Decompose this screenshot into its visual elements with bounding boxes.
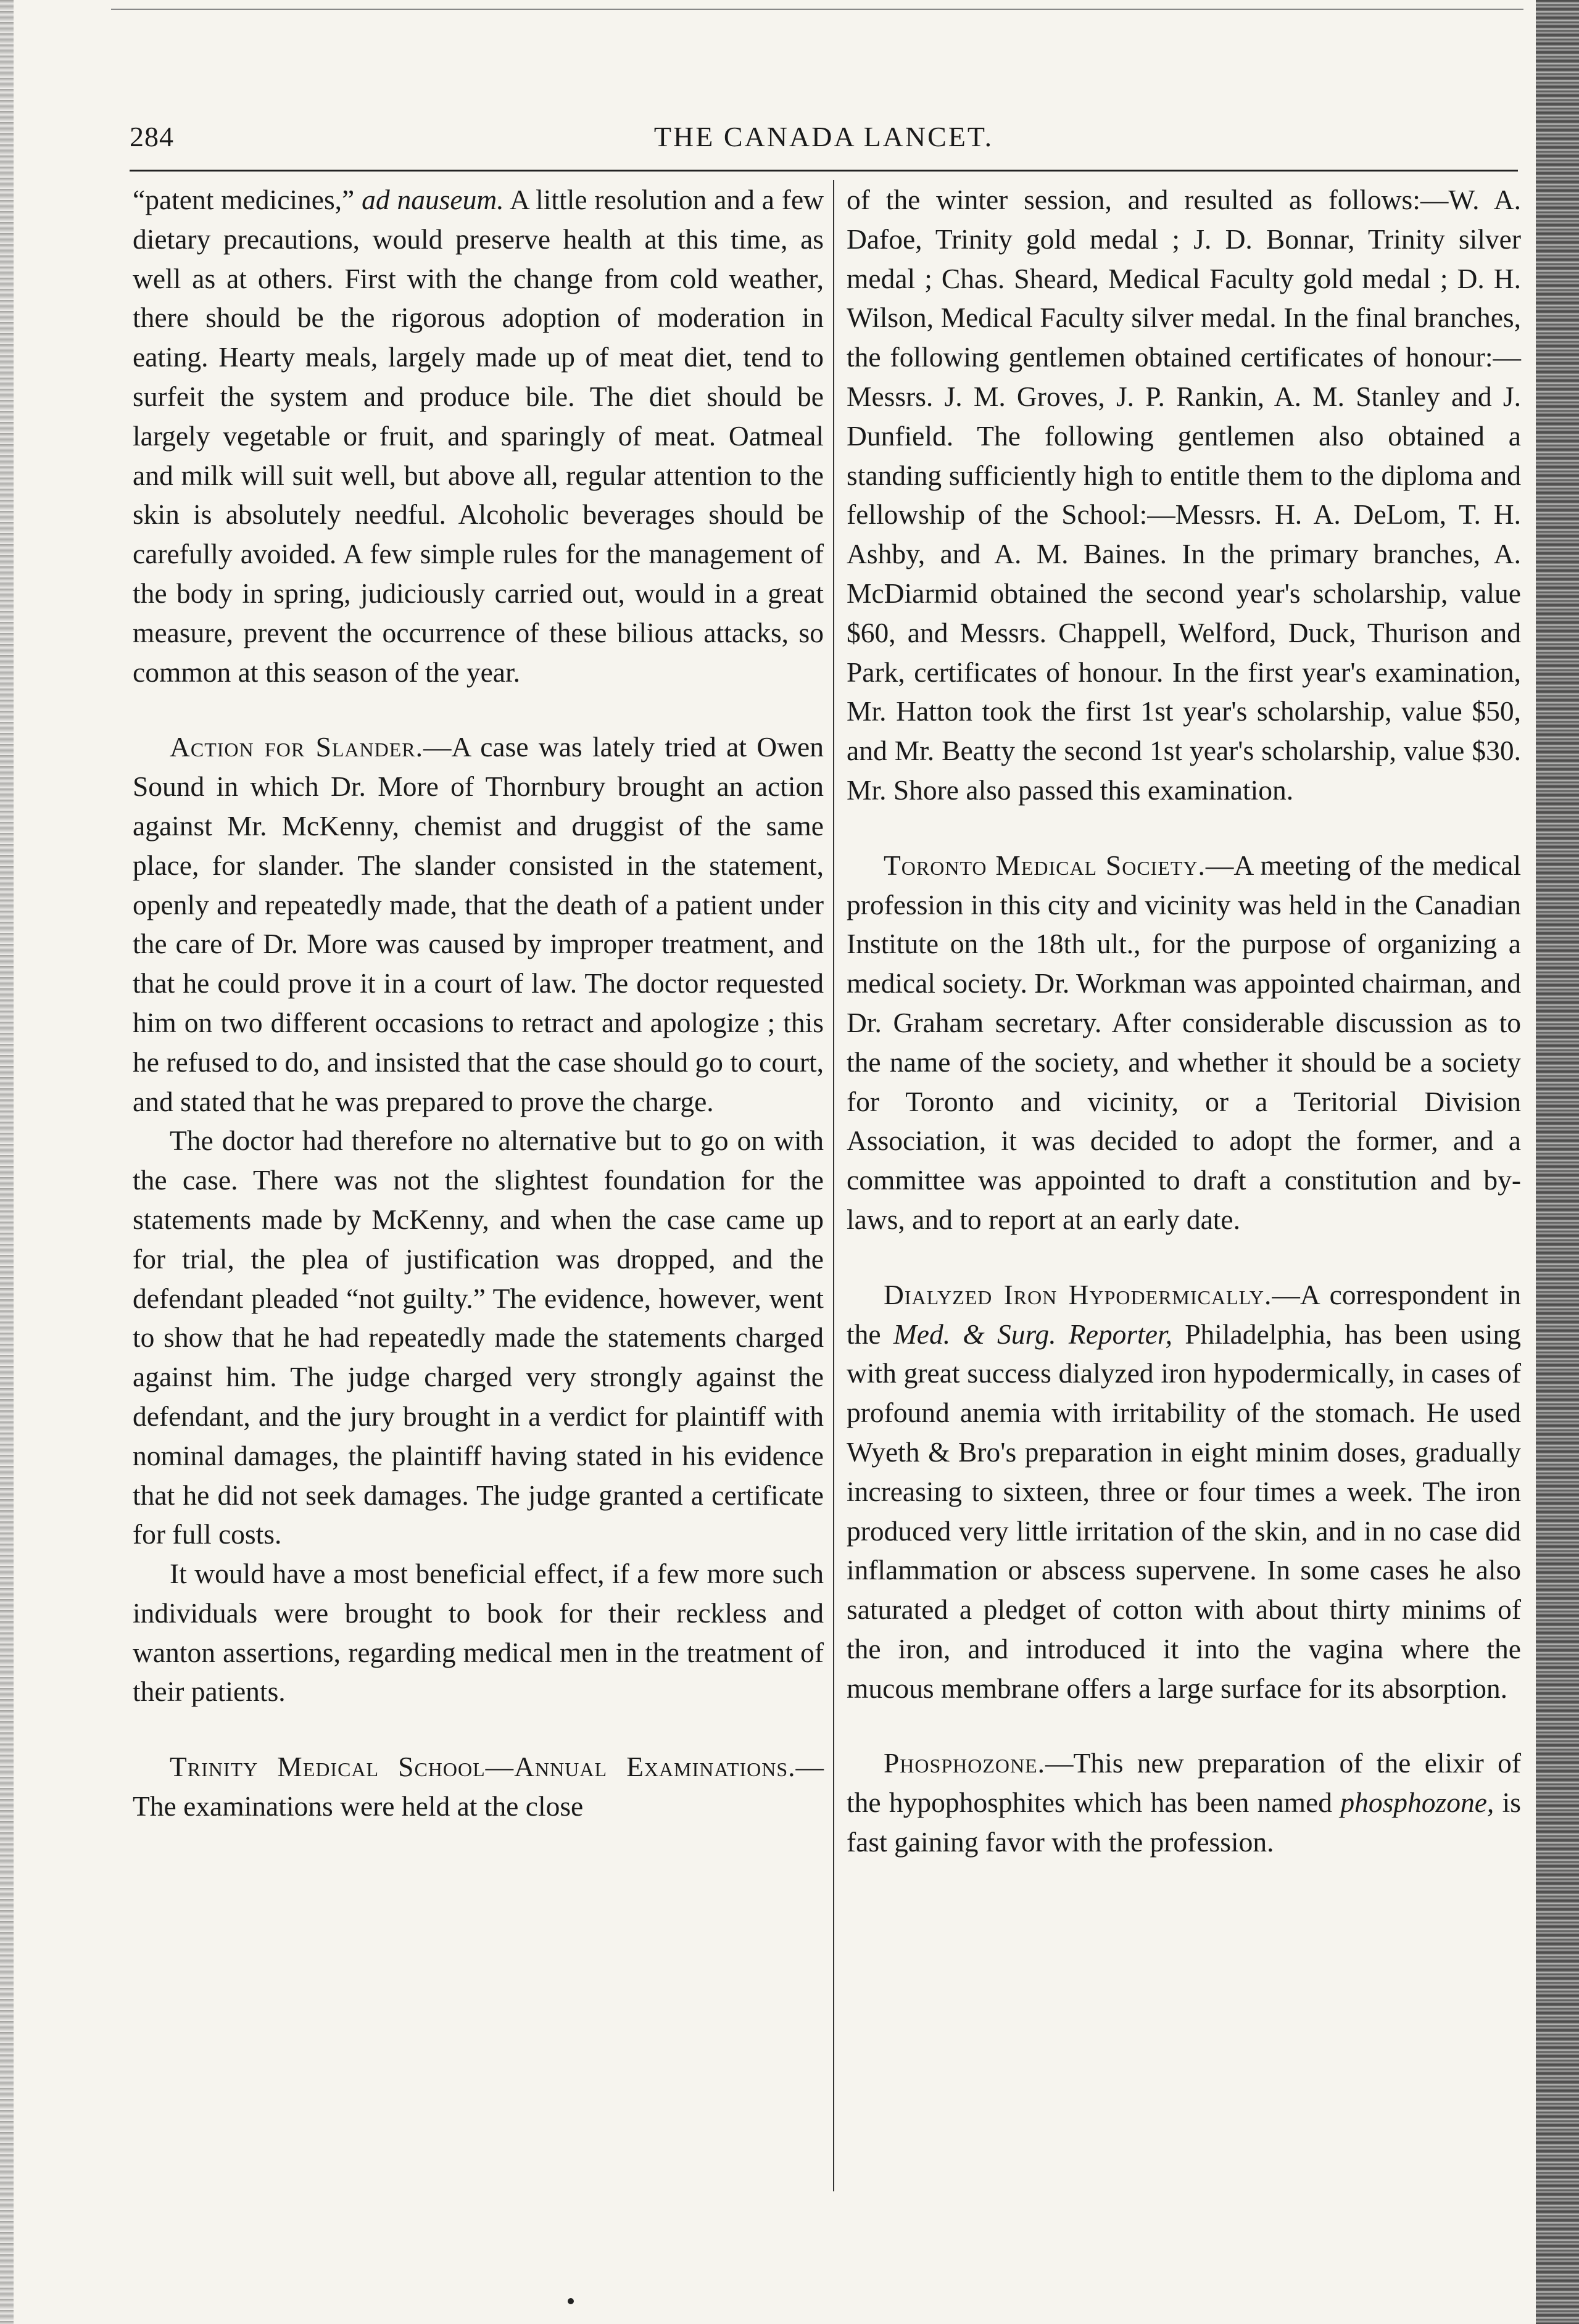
paragraph-text: is fast gaining favor with the profession.	[847, 1787, 1521, 1858]
paragraph-text: —This new preparation of the elixir of the hypophosphites which has been named	[847, 1747, 1521, 1819]
article-dialyzed-iron	[847, 1275, 1521, 1708]
running-title: THE CANADA LANCET.	[653, 121, 994, 152]
paragraph-text: —The examinations were held at the close	[133, 1751, 824, 1822]
section-gap	[847, 1708, 1521, 1743]
article-paragraph-patent-medicines	[133, 180, 824, 692]
section-heading: Trinity Medical School—Annual Examinations.	[170, 1751, 796, 1783]
article-paragraph: It would have a most beneficial effect, if a few more such individuals were brought to book for their reckless and wanton assertions, regarding medical men in the treatment of their patients.	[133, 1558, 824, 1708]
section-gap	[847, 810, 1521, 846]
page-number: 284	[130, 121, 174, 152]
article-trinity-medical-school	[133, 1747, 824, 1826]
paragraph-text: “patent medicines,”	[133, 184, 355, 215]
paragraph-text: —A meeting of the medical profession in this city and vicinity was held in the Canadian Institute on the 18th ult., for the purpose of organizing a medical society. Dr. Workman was appointed chairman, and Dr. Graham secretary. After considerable discussion as to the name of the society, and whether it should be a society for Toronto and vicinity, or a Teritorial Division Association, it was decided to adopt the former, and a committee was appointed to draft a constitution and by-laws, and to report at an early date.	[847, 849, 1521, 1235]
article-toronto-medical-society	[847, 846, 1521, 1239]
header-rule	[130, 170, 1518, 172]
article-paragraph-examination-results: of the winter session, and resulted as follows:—W. A. Dafoe, Trinity gold medal ; J. D. Bonnar, Trinity silver medal ; Chas. Sheard, Medical Faculty gold medal ; D. H. Wilson, Medical Faculty silver medal. In the final branches, the following gentlemen obtained certificates of honour:—Messrs. J. M. Groves, J. P. Rankin, A. M. Stanley and J. Dunfield. The following gentlemen also obtained a standing sufficiently high to entitle them to the diploma and fellowship of the School:—Messrs. H. A. DeLom, T. H. Ashby, and A. M. Baines. In the primary branches, A. McDiarmid obtained the second year's scholarship, value $60, and Messrs. Chappell, Welford, Duck, Thurison and Park, certificates of honour. In the first year's examination, Mr. Hatton took the first 1st year's scholarship, value $50, and Mr. Beatty the second 1st year's scholarship, value $30. Mr. Shore also passed this examination.	[847, 184, 1521, 806]
paragraph-text: —A correspondent in the	[847, 1278, 1521, 1350]
italic-phrase: ad nauseum.	[362, 184, 504, 215]
paragraph-text: A little resolution and a few dietary precautions, would preserve health at this time, as well as at others. First with the change from cold weather, there should be the rigorous adoption of moderation in eating. Hearty meals, largely made up of meat diet, tend to surfeit the system and produce bile. The diet should be largely vegetable or fruit, and sparingly of meat. Oatmeal and milk will suit well, but above all, regular attention to the skin is absolutely needful. Alcoholic beverages should be carefully avoided. A few simple rules for the management of the body in spring, judiciously carried out, would in a great measure, prevent the occurrence of these bilious attacks, so common at this season of the year.	[133, 184, 824, 688]
section-heading: Dialyzed Iron Hypodermically.	[884, 1278, 1272, 1310]
page-binding-edge-left	[0, 0, 14, 2324]
paragraph-text: —A case was lately tried at Owen Sound in which Dr. More of Thornbury brought an action against Mr. McKenny, chemist and druggist of the same place, for slander. The slander consisted in the statement, openly and repeatedly made, that the death of a patient under the care of Dr. More was caused by improper treatment, and that he could prove it in a court of law. The doctor requested him on two different occasions to retract and apologize ; this he refused to do, and insisted that the case should go to court, and stated that he was prepared to prove the charge.	[133, 731, 824, 1117]
section-gap	[847, 1239, 1521, 1275]
scan-speck	[568, 2298, 574, 2304]
left-column	[133, 180, 824, 1826]
italic-term: phosphozone,	[1340, 1787, 1494, 1819]
article-phosphozone	[847, 1743, 1521, 1861]
page-binding-edge-right	[1536, 0, 1579, 2324]
page-header	[130, 120, 1518, 163]
article-action-for-slander	[133, 727, 824, 1121]
column-divider	[833, 180, 834, 2191]
section-heading: Toronto Medical Society.	[884, 849, 1206, 881]
section-gap	[133, 692, 824, 727]
section-heading: Phosphozone.	[884, 1747, 1046, 1779]
article-paragraph: The doctor had therefore no alternative but to go on with the case. There was not the slightest foundation for the statements made by McKenny, and when the case came up for trial, the plea of justification was dropped, and the defendant pleaded “not guilty.” The evidence, however, went to show that he had repeatedly made the statements charged against him. The judge charged very strongly against the defendant, and the jury brought in a verdict for plaintiff with nominal damages, the plaintiff having stated in his evidence that he did not seek damages. The judge granted a certificate for full costs.	[133, 1125, 824, 1550]
paragraph-text: Philadelphia, has been using with great success dialyzed iron hypodermically, in cases of profound anemia with irritability of the stomach. He used Wyeth & Bro's preparation in eight minim doses, gradually increasing to sixteen, three or four times a week. The iron produced very little irritation of the skin, and in no case did inflammation or abscess supervene. In some cases he also saturated a pledget of cotton with about thirty minims of the iron, and introduced it into the vagina where the mucous membrane offers a large surface for its absorption.	[847, 1318, 1522, 1704]
top-scan-rule	[111, 9, 1523, 10]
right-column	[847, 180, 1521, 1862]
section-gap	[133, 1711, 824, 1747]
section-heading: Action for Slander.	[170, 731, 424, 763]
journal-title: Med. & Surg. Reporter,	[893, 1318, 1172, 1350]
